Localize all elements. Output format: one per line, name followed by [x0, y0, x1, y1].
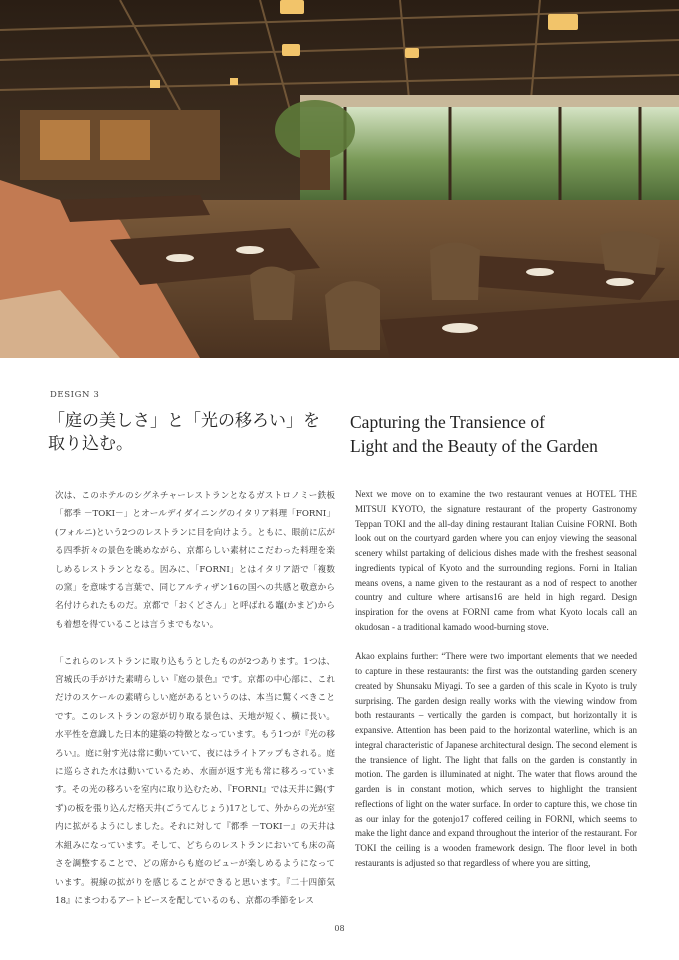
- page-number: 08: [334, 924, 345, 933]
- body-english-paragraph-1: Next we move on to examine the two restaurant venues at HOTEL THE MITSUI KYOTO, the signature restaurant of the property Gastronomy Teppan TOKI and the all-day dining restaurant Italian Cuisine FORNI. Both look out on the courtyard garden where you can enjoy viewing the seasonal scenery whilst partaking of delicious dishes made with the freshest seasonal ingredients typical of Kyoto and the surrounding regions. Forni in Italian means ovens, a name given to the restaurant as a nod of respect to another country and culture where artisans16 are held in high regard. Design inspiration for the ovens at FORNI came from what Kyoto locals call an okudosan - a traditional kamado wood-burning stove.: [355, 489, 637, 632]
- title-english-line-2: Light and the Beauty of the Garden: [350, 436, 598, 456]
- title-japanese: 「庭の美しさ」と「光の移ろい」を取り込む。: [48, 411, 320, 454]
- body-english-column: [355, 487, 637, 885]
- body-japanese-paragraph-1: 次は、このホテルのシグネチャーレストランとなるガストロノミー鉄板「都季 －TOKI－」とオールデイダイニングのイタリア料理「FORNI」(フォルニ)という2つのレストランに目を向けよう。ともに、眼前に広がる四季折々の景色を眺めながら、京都らしい素材にこだわった料理を楽しめるレストランとなる。因みに、「FORNI」とはイタリア語で「複数の窯」を意味する言葉で、同じアルティザン16の国への共感と敬意から名付けられたものだ。京都で「おくどさん」と呼ばれる竈(かまど)からも着想を得ていることは言うまでもない。: [55, 491, 335, 630]
- body-japanese-paragraph-2: 「これらのレストランに取り込もうとしたものが2つあります。1つは、宮城氏の手がけた素晴らしい『庭の景色』です。京都の中心部に、これだけのスケールの素晴らしい庭があるというのは、本当に驚くべきことです。このレストランの窓が切り取る景色は、天地が短く、横に長い。水平性を意識した日本的建築の特徴となっています。もう1つが『光の移ろい』。庭に射す光は常に動いていて、夜にはライトアップもされる。庭に巡らされた水は動いているため、水面が返す光も常に移ろっています。その光の移ろいを室内に取り込むため、『FORNI』では天井に錫(すず)の板を張り込んだ格天井(ごうてんじょう)17として、外からの光が室内に拡がるようにしました。それに対して『都季 －TOKI－』の天井は木組みになっています。そして、どちらのレストランにおいても床の高さを調整することで、どの席からも庭のビューが楽しめるようになっています。視線の拡がりを感じることができると思います。『二十四節気18』にまつわるアートピースを配しているのも、京都の季節をレス: [55, 656, 335, 906]
- restaurant-interior-photo: [0, 0, 679, 358]
- title-english-line-1: Capturing the Transience of: [350, 412, 545, 432]
- section-label: DESIGN 3: [50, 390, 100, 400]
- body-english-paragraph-2: Akao explains further: “There were two important elements that we needed to capture in these restaurants: the first was the outstanding garden scenery created by Shunsaku Miyagi. To see a garden of this scale in Kyoto is truly surprising. The garden design really works with the viewing window from both restaurants – vertically the garden is compact, but horizontally it is expansive. Attention has been paid to the horizontal waterline, which is an integral characteristic of Japanese architectural design. The second element is the transience of light. The light that falls on the garden is constantly in motion. The garden is illuminated at night. The water that flows around the garden is in constant motion, which serves to highlight the transient reflections of light on the water surface. In order to capture this, we chose tin as our inlay for the gotenjo17 coffered ceiling in FORNI, which seems to make the light dance and expand throughout the interior of the restaurant. For TOKI the ceiling is a wooden framework design. The floor level in both restaurants is adjusted so that regardless of where you are sitting,: [355, 651, 637, 868]
- title-english: [350, 410, 650, 458]
- body-japanese-column: [55, 487, 335, 929]
